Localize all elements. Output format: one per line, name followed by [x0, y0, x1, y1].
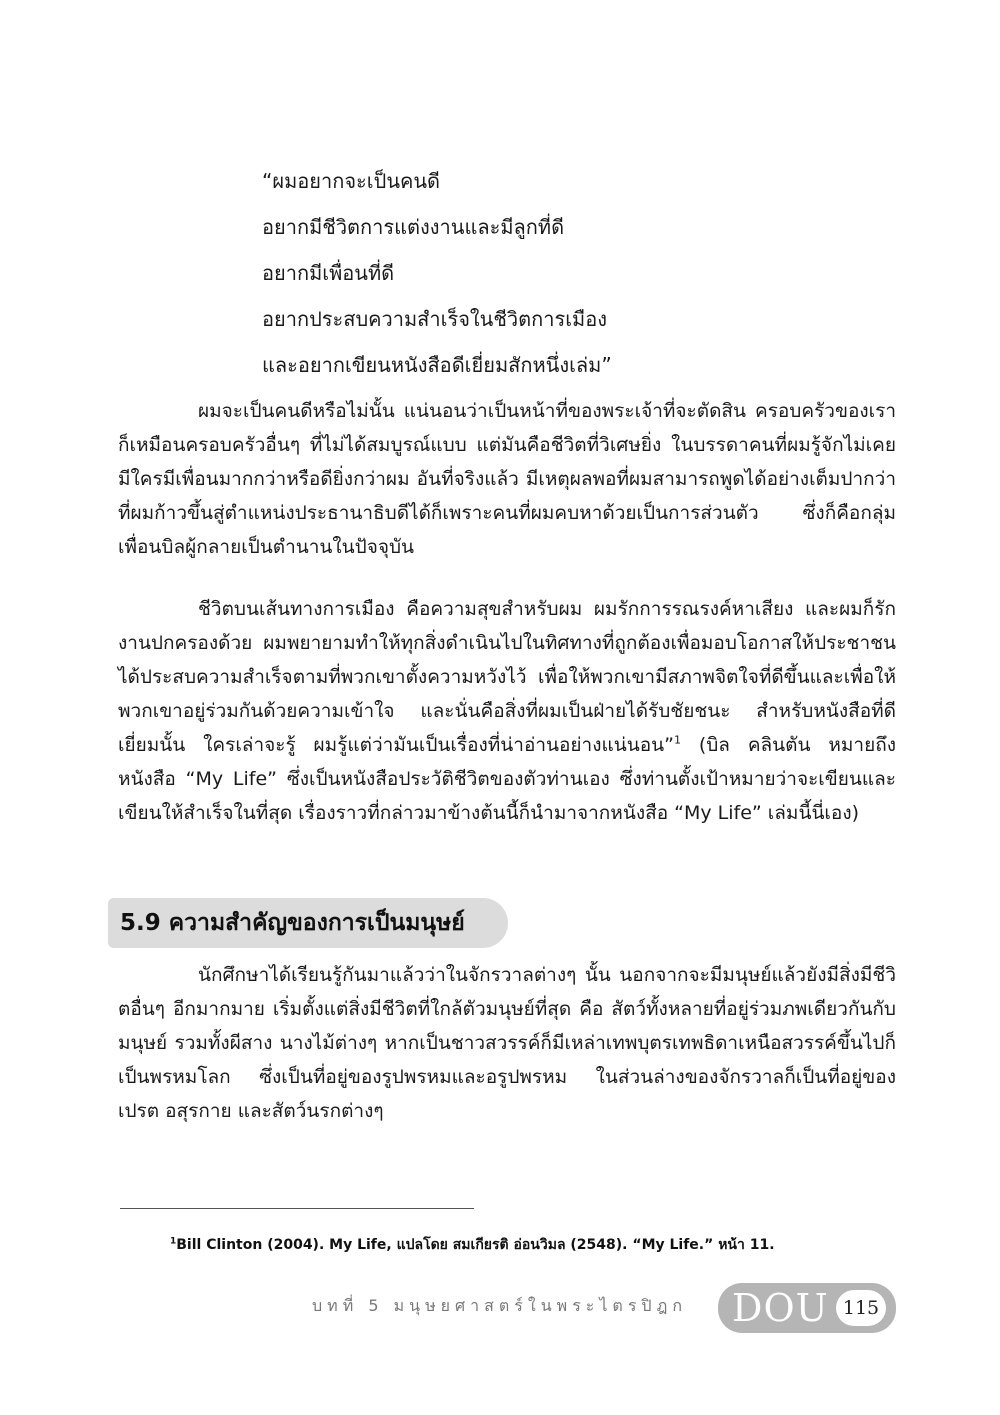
footer-badge: [718, 1283, 896, 1333]
paragraph-1: ผมจะเป็นคนดีหรือไม่นั้น แน่นอนว่าเป็นหน้าที่ของพระเจ้าที่จะตัดสิน ครอบครัวของเราก็เหมือนครอบครัวอื่นๆ ที่ไม่ได้สมบูรณ์แบบ แต่มันคือชีวิตที่วิเศษยิ่ง ในบรรดาคนที่ผมรู้จักไม่เคยมีใครมีเพื่อนมากกว่าหรือดียิ่งกว่าผม อันที่จริงแล้ว มีเหตุผลพอที่ผมสามารถพูดได้อย่างเต็มปากว่า ที่ผมก้าวขึ้นสู่ตำแหน่งประธานาธิบดีได้ก็เพราะคนที่ผมคบหาด้วยเป็นการส่วนตัว ซึ่งก็คือกลุ่มเพื่อนบิลผู้กลายเป็นตำนานในปัจจุบัน: [118, 400, 896, 558]
chapter-title: บทที่ 5 มนุษยศาสตร์ในพระไตรปิฎก: [312, 1296, 687, 1315]
quote-line-5: และอยากเขียนหนังสือดีเยี่ยมสักหนึ่งเล่ม”: [262, 353, 612, 377]
page-number: 115: [836, 1290, 886, 1326]
paragraph-2-text: ชีวิตบนเส้นทางการเมือง คือความสุขสำหรับผม ผมรักการรณรงค์หาเสียง และผมก็รักงานปกครองด้วย ผมพยายามทำให้ทุกสิ่งดำเนินไปในทิศทางที่ถูกต้องเพื่อมอบโอกาสให้ประชาชนได้ประสบความสำเร็จตามที่พวกเขาตั้งความหวังไว้ เพื่อให้พวกเขามีสภาพจิตใจที่ดีขึ้นและเพื่อให้พวกเขาอยู่ร่วมกันด้วยความเข้าใจ และนั่นคือสิ่งที่ผมเป็นฝ่ายได้รับชัยชนะ สำหรับหนังสือที่ดีเยี่ยมนั้น ใครเล่าจะรู้ ผมรู้แต่ว่ามันเป็นเรื่องที่น่าอ่านอย่างแน่นอน”: [118, 598, 896, 756]
quote-line-3: อยากมีเพื่อนที่ดี: [262, 261, 395, 285]
section-title: ความสำคัญของการเป็นมนุษย์: [168, 910, 465, 936]
footnote: [170, 1234, 775, 1256]
section-heading: [108, 898, 508, 948]
footnote-number: 1: [170, 1236, 177, 1247]
paragraph-3: นักศึกษาได้เรียนรู้กันมาแล้วว่าในจักรวาลต่างๆ นั้น นอกจากจะมีมนุษย์แล้วยังมีสิ่งมีชีวิตอื่นๆ อีกมากมาย เริ่มตั้งแต่สิ่งมีชีวิตที่ใกล้ตัวมนุษย์ที่สุด คือ สัตว์ทั้งหลายที่อยู่ร่วมภพเดียวกันกับมนุษย์ รวมทั้งผีสาง นางไม้ต่างๆ หากเป็นชาวสวรรค์ก็มีเหล่าเทพบุตรเทพธิดาเหนือสวรรค์ขึ้นไปก็เป็นพรหมโลก ซึ่งเป็นที่อยู่ของรูปพรหมและอรูปพรหม ในส่วนล่างของจักรวาลก็เป็นที่อยู่ของ เปรต อสุรกาย และสัตว์นรกต่างๆ: [118, 964, 896, 1122]
quote-line-4: อยากประสบความสำเร็จในชีวิตการเมือง: [262, 307, 608, 331]
footnote-text: Bill Clinton (2004). My Life, แปลโดย สมเกียรติ อ่อนวิมล (2548). “My Life.” หน้า 11.: [176, 1237, 775, 1253]
paragraph-2: [118, 592, 896, 830]
quote-line-1: “ผมอยากจะเป็นคนดี: [262, 169, 441, 193]
footnote-marker: 1: [673, 733, 681, 747]
footnote-divider: [120, 1208, 474, 1209]
paragraph-2-continuation: (บิล คลินตัน หมายถึง หนังสือ “My Life” ซึ่งเป็นหนังสือประวัติชีวิตของตัวท่านเอง ซึ่งท่านตั้งเป้าหมายว่าจะเขียนและเขียนให้สำเร็จในที่สุด เรื่องราวที่กล่าวมาข้างต้นนี้ก็นำมาจากหนังสือ “My Life” เล่มนี้นี่เอง): [118, 734, 896, 824]
brand-logo: DOU: [732, 1286, 829, 1330]
section-number: 5.9: [120, 910, 161, 936]
quote-line-2: อยากมีชีวิตการแต่งงานและมีลูกที่ดี: [262, 215, 565, 239]
